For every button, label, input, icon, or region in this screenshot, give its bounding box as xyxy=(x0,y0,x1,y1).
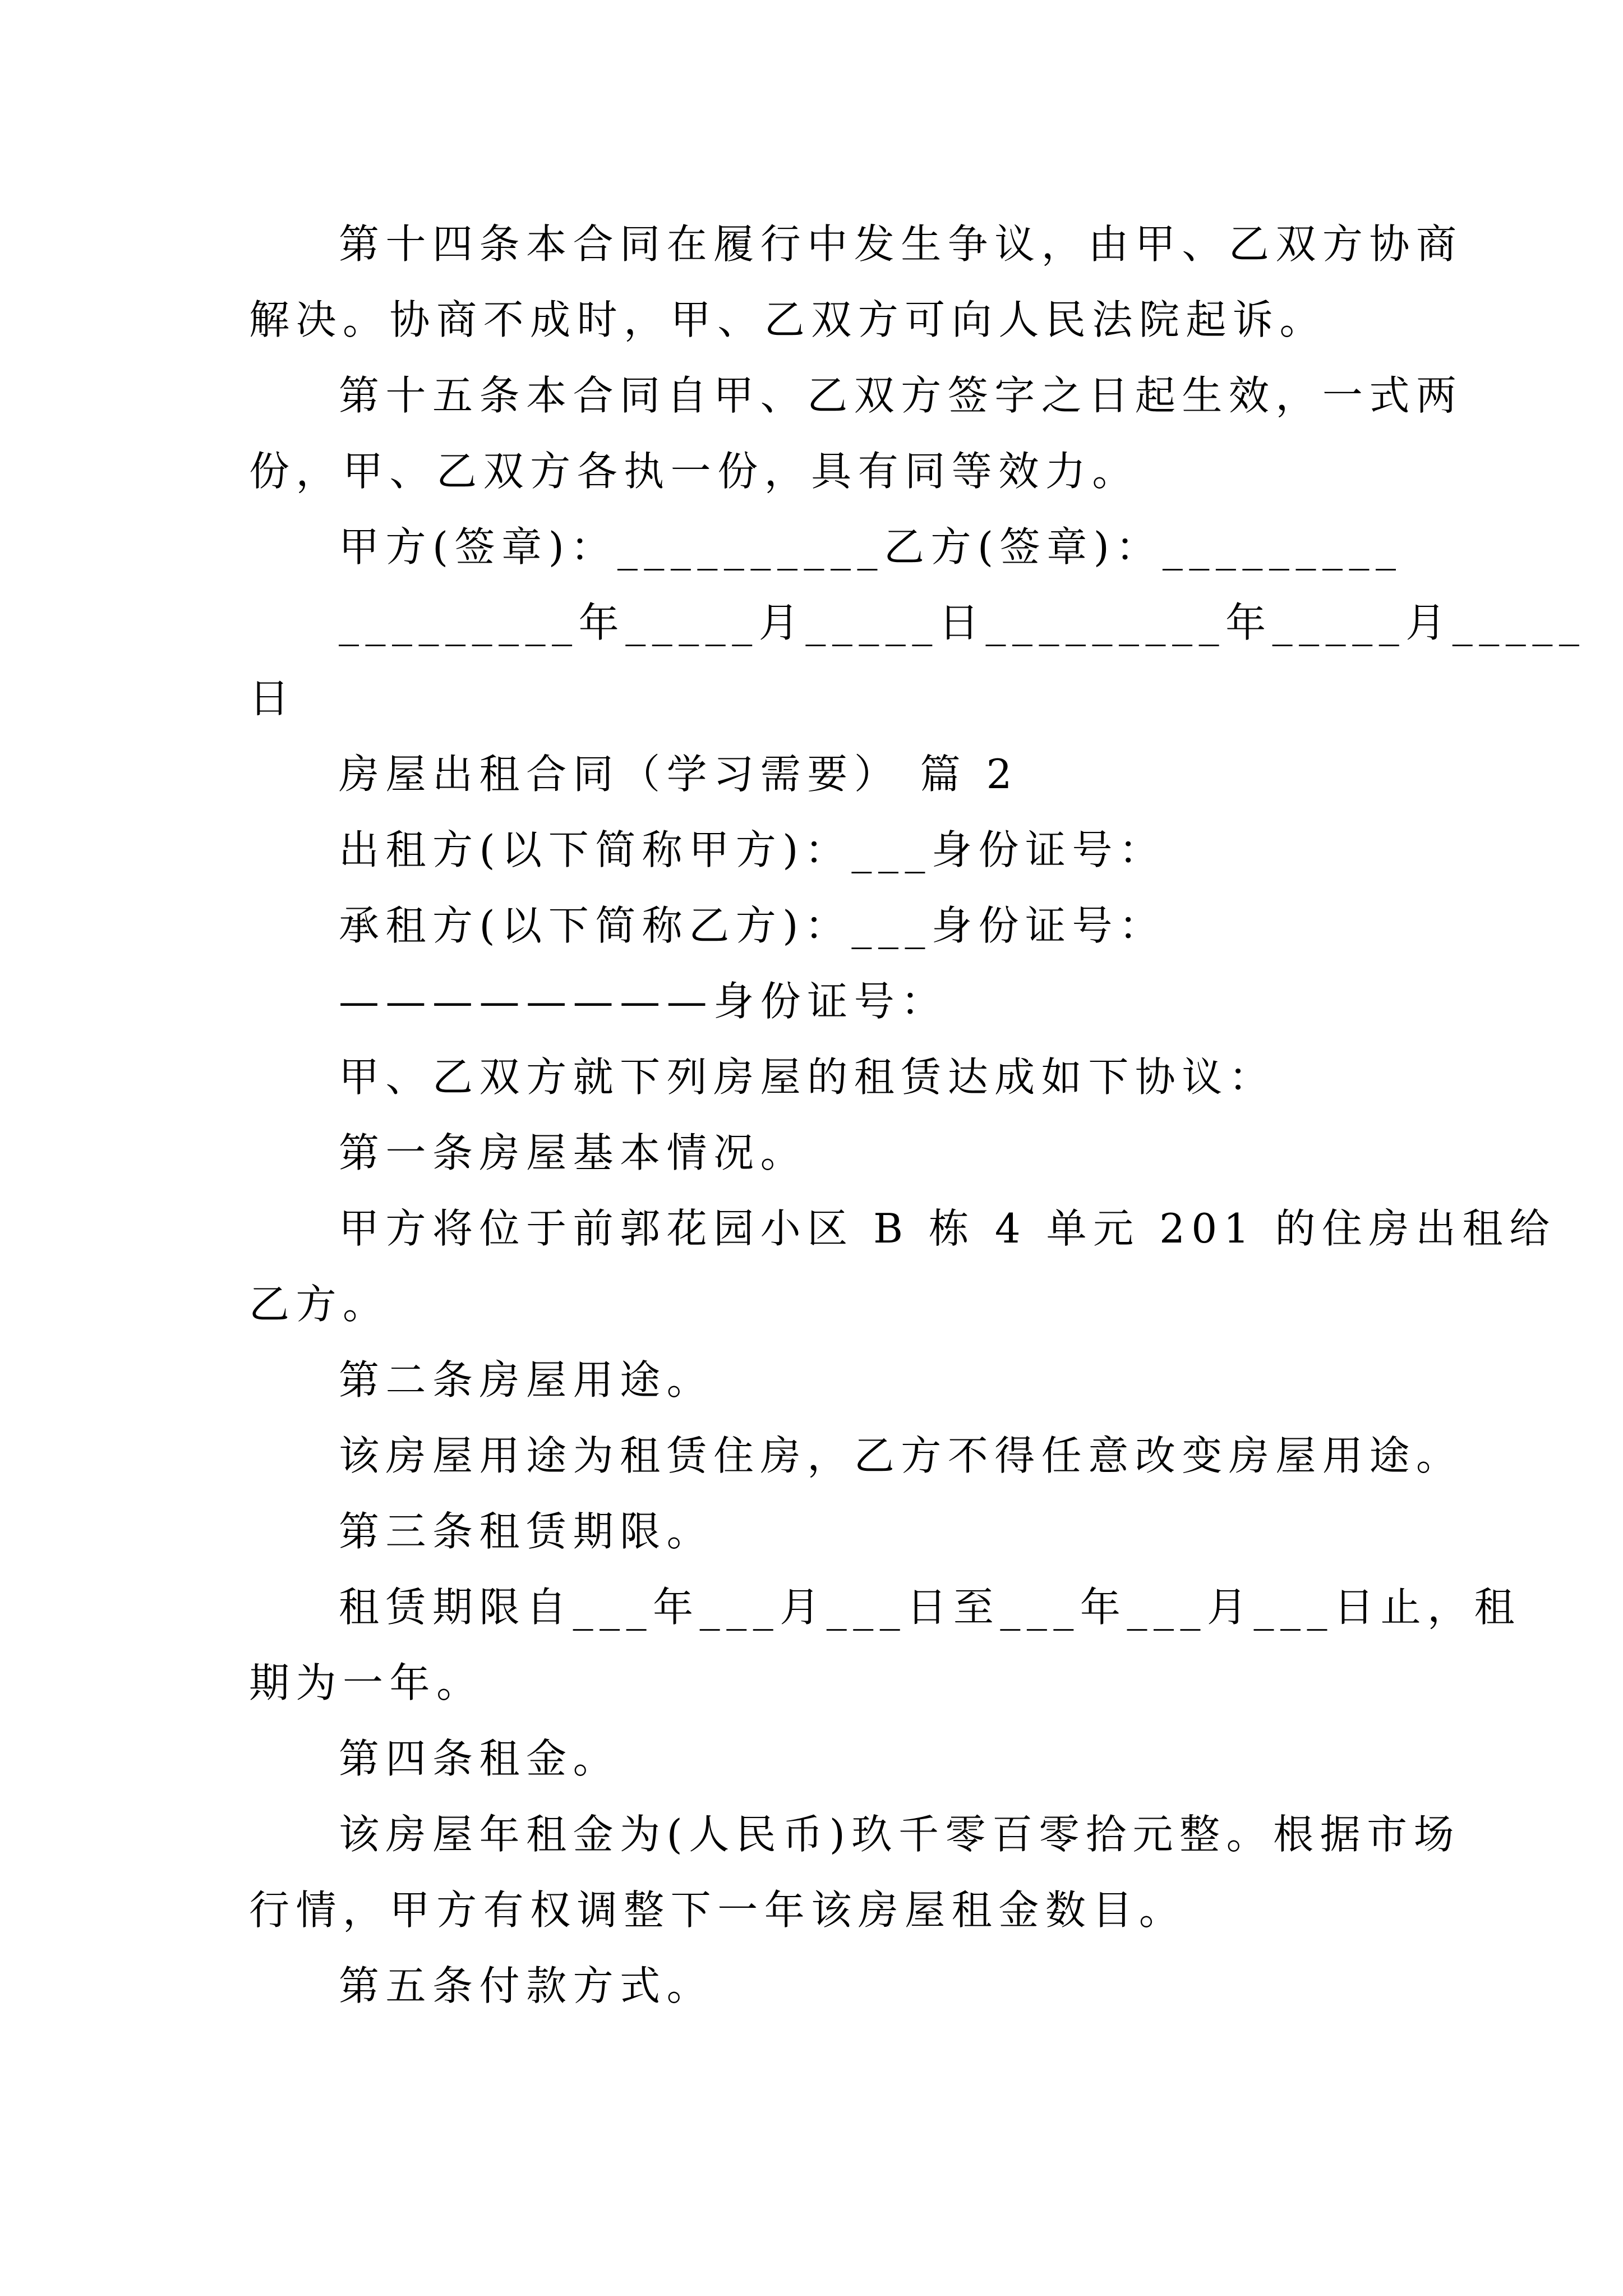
date-line-end: 日 xyxy=(249,675,296,722)
paragraph-line: 租赁期限自___年___月___日至___年___月___日止，租 xyxy=(339,1584,1521,1631)
paragraph-line: 份，甲、乙双方各执一份，具有同等效力。 xyxy=(249,448,1139,495)
article-heading: 第四条租金。 xyxy=(339,1735,620,1782)
article-heading: 第一条房屋基本情况。 xyxy=(339,1129,808,1176)
paragraph-line: 解决。协商不成时，甲、乙双方可向人民法院起诉。 xyxy=(249,296,1326,343)
paragraph-line: 该房屋年租金为(人民币)玖千零百零拾元整。根据市场 xyxy=(339,1811,1461,1858)
paragraph-line: 第十四条本合同在履行中发生争议，由甲、乙双方协商 xyxy=(339,220,1463,268)
paragraph-line: 该房屋用途为租赁住房，乙方不得任意改变房屋用途。 xyxy=(339,1432,1463,1479)
signature-line: 甲方(签章)：__________乙方(签章)：_________ xyxy=(339,523,1403,570)
id-line: ————————身份证号： xyxy=(339,978,948,1025)
paragraph-line: 行情，甲方有权调整下一年该房屋租金数目。 xyxy=(249,1887,1186,1934)
lessor-line: 出租方(以下简称甲方)：___身份证号： xyxy=(339,826,1166,873)
paragraph-line: 甲、乙双方就下列房屋的租赁达成如下协议： xyxy=(339,1053,1276,1101)
section-heading: 房屋出租合同（学习需要） 篇 2 xyxy=(339,751,1018,798)
paragraph-line: 第十五条本合同自甲、乙双方签字之日起生效，一式两 xyxy=(339,372,1463,419)
article-heading: 第二条房屋用途。 xyxy=(339,1356,714,1404)
date-line: _________年_____月_____日_________年_____月_____ xyxy=(339,599,1586,646)
paragraph-line: 甲方将位于前郭花园小区 B 栋 4 单元 201 的住房出租给 xyxy=(339,1205,1556,1252)
article-heading: 第三条租赁期限。 xyxy=(339,1508,714,1555)
lessee-line: 承租方(以下简称乙方)：___身份证号： xyxy=(339,902,1166,949)
paragraph-line: 期为一年。 xyxy=(249,1659,483,1706)
article-heading: 第五条付款方式。 xyxy=(339,1962,714,2009)
paragraph-line: 乙方。 xyxy=(249,1281,390,1328)
